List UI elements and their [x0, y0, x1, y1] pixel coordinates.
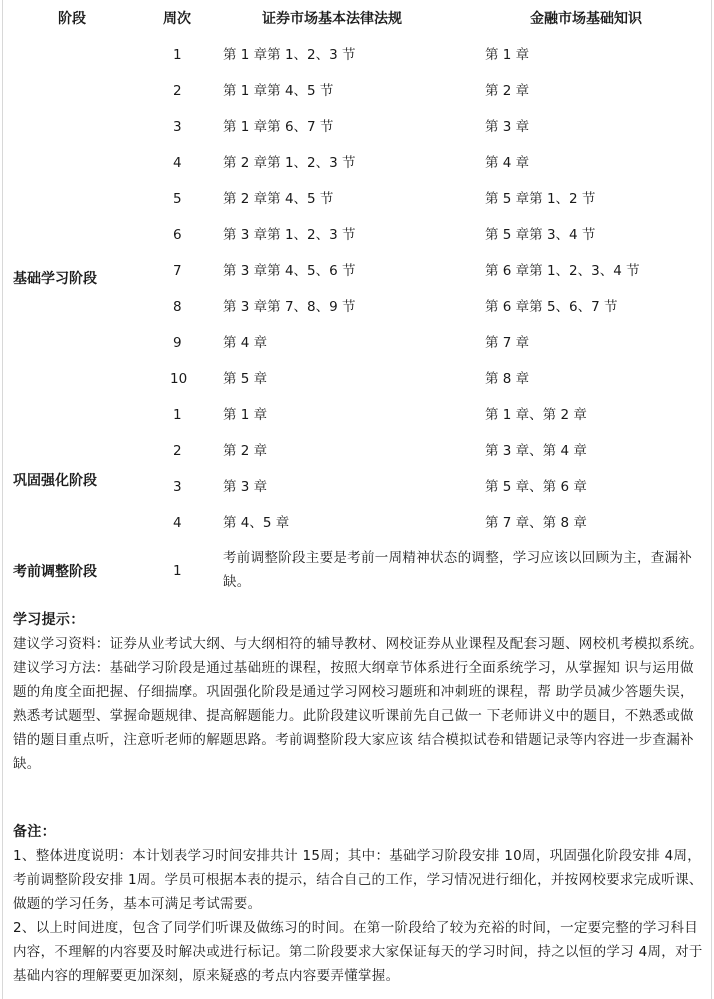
row-week: 2 [173, 83, 182, 99]
row-law-chapters: 第 1 章第 1、2、3 节 [223, 47, 356, 63]
row-finance-chapters: 第 5 章、第 6 章 [485, 479, 587, 495]
row-finance-chapters: 第 7 章 [485, 335, 530, 351]
stage-consolidate: 巩固强化阶段 [13, 473, 97, 489]
final-week: 1 [173, 563, 182, 579]
stage-basic: 基础学习阶段 [13, 271, 97, 287]
row-week: 1 [173, 47, 182, 63]
header-week: 周次 [163, 11, 191, 27]
row-law-chapters: 第 4、5 章 [223, 515, 290, 531]
remarks-item-1: 1、整体进度说明：本计划表学习时间安排共计 15周；其中：基础学习阶段安排 10周，巩固强化阶段安排 4周，考前调整阶段安排 1周。学员可根据本表的提示，结合自己的工作，学习情况进行细化，并按网校要求完成听课、做题的学习任务，基本可满足考试需要。 [13, 848, 703, 912]
row-law-chapters: 第 2 章第 1、2、3 节 [223, 155, 356, 171]
row-law-chapters: 第 1 章 [223, 407, 268, 423]
row-week: 8 [173, 299, 182, 315]
row-finance-chapters: 第 2 章 [485, 83, 530, 99]
row-finance-chapters: 第 7 章、第 8 章 [485, 515, 587, 531]
row-finance-chapters: 第 5 章第 1、2 节 [485, 191, 596, 207]
row-week: 9 [173, 335, 182, 351]
row-finance-chapters: 第 5 章第 3、4 节 [485, 227, 596, 243]
row-week: 3 [173, 479, 182, 495]
row-finance-chapters: 第 1 章、第 2 章 [485, 407, 587, 423]
row-finance-chapters: 第 1 章 [485, 47, 530, 63]
header-finance: 金融市场基础知识 [530, 11, 642, 27]
row-week: 6 [173, 227, 182, 243]
stage-final: 考前调整阶段 [13, 564, 97, 580]
row-law-chapters: 第 2 章第 4、5 节 [223, 191, 334, 207]
tips-methods: 建议学习方法：基础学习阶段是通过基础班的课程，按照大纲章节体系进行全面系统学习，从掌握知 识与运用做题的角度全面把握、仔细揣摩。巩固强化阶段是通过学习网校习题班和冲刺班的课程，帮 助学员减少答题失误，熟悉考试题型、掌握命题规律、提高解题能力。此阶段建议听课前先自己做一 下老师讲义中的题目，不熟悉或做错的题目重点听，注意听老师的解题思路。考前调整阶段大家应该 结合模拟试卷和错题记录等内容进一步查漏补缺。 [13, 660, 694, 772]
row-week: 2 [173, 443, 182, 459]
row-law-chapters: 第 3 章第 7、8、9 节 [223, 299, 356, 315]
row-finance-chapters: 第 8 章 [485, 371, 530, 387]
row-week: 1 [173, 407, 182, 423]
row-week: 5 [173, 191, 182, 207]
row-finance-chapters: 第 4 章 [485, 155, 530, 171]
row-week: 3 [173, 119, 182, 135]
row-finance-chapters: 第 6 章第 5、6、7 节 [485, 299, 618, 315]
row-law-chapters: 第 4 章 [223, 335, 268, 351]
row-law-chapters: 第 2 章 [223, 443, 268, 459]
tips-materials: 建议学习资料：证券从业考试大纲、与大纲相符的辅导教材、网校证券从业课程及配套习题、网校机考模拟系统。 [13, 636, 703, 652]
remarks-item-2: 2、以上时间进度，包含了同学们听课及做练习的时间。在第一阶段给了较为充裕的时间，一定要完整的学习科目内容，不理解的内容要及时解决或进行标记。第二阶段要求大家保证每天的学习时间，持之以恒的学习 4周，对于基础内容的理解要更加深刻，原来疑惑的考点内容要弄懂掌握。 [13, 920, 703, 984]
header-stage: 阶段 [58, 11, 86, 27]
row-week: 10 [170, 371, 188, 387]
row-week: 7 [173, 263, 182, 279]
row-law-chapters: 第 3 章第 4、5、6 节 [223, 263, 356, 279]
row-week: 4 [173, 515, 182, 531]
row-law-chapters: 第 1 章第 6、7 节 [223, 119, 334, 135]
row-finance-chapters: 第 6 章第 1、2、3、4 节 [485, 263, 640, 279]
tips-title: 学习提示： [13, 612, 85, 628]
final-note: 考前调整阶段主要是考前一周精神状态的调整，学习应该以回顾为主，查漏补缺。 [223, 550, 693, 590]
row-finance-chapters: 第 3 章、第 4 章 [485, 443, 587, 459]
row-law-chapters: 第 3 章第 1、2、3 节 [223, 227, 356, 243]
row-law-chapters: 第 1 章第 4、5 节 [223, 83, 334, 99]
row-law-chapters: 第 3 章 [223, 479, 268, 495]
row-finance-chapters: 第 3 章 [485, 119, 530, 135]
study-tips [13, 608, 703, 776]
header-law: 证券市场基本法律法规 [262, 11, 402, 27]
remarks-title: 备注： [13, 824, 56, 840]
remarks [13, 820, 703, 988]
row-week: 4 [173, 155, 182, 171]
row-law-chapters: 第 5 章 [223, 371, 268, 387]
